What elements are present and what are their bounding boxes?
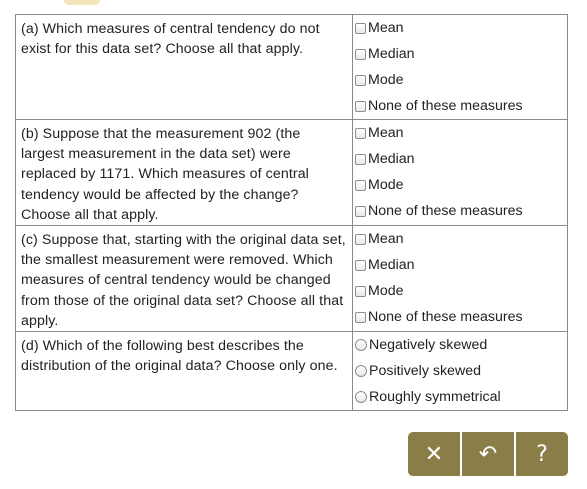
option-d-roughly-symmetrical[interactable]	[355, 384, 567, 410]
option-label: Median	[368, 257, 415, 274]
question-a-options	[353, 15, 568, 120]
checkbox[interactable]	[355, 286, 366, 297]
option-b-none[interactable]	[355, 198, 567, 224]
option-b-mean[interactable]	[355, 120, 567, 146]
option-c-median[interactable]	[355, 252, 567, 278]
option-c-mode[interactable]	[355, 278, 567, 304]
question-row-d	[16, 332, 568, 411]
option-label: Negatively skewed	[369, 337, 488, 354]
option-label: None of these measures	[368, 98, 523, 114]
option-label: Median	[368, 46, 415, 62]
question-d-options	[353, 332, 568, 411]
answer-toolbar	[408, 432, 568, 476]
checkbox[interactable]	[355, 49, 366, 60]
question-d-text: (d) Which of the following best describes the distribution of the original data? Choose only one.	[16, 332, 353, 411]
option-label: Mean	[368, 231, 404, 248]
checkbox[interactable]	[355, 312, 366, 323]
option-d-negatively-skewed[interactable]	[355, 332, 567, 358]
undo-icon[interactable]: ↶	[460, 432, 514, 476]
question-row-a	[16, 15, 568, 120]
option-label: None of these measures	[368, 203, 523, 219]
question-a-text: (a) Which measures of central tendency do not exist for this data set? Choose all that apply.	[16, 15, 353, 120]
option-label: Mode	[368, 283, 404, 300]
question-row-b	[16, 120, 568, 226]
option-a-mean[interactable]	[355, 15, 567, 41]
option-label: Mode	[368, 72, 404, 88]
question-table	[15, 14, 568, 411]
top-tab-decoration	[64, 0, 100, 5]
radio-button[interactable]	[355, 391, 367, 403]
option-label: Mean	[368, 125, 404, 141]
checkbox[interactable]	[355, 260, 366, 271]
option-a-none[interactable]	[355, 93, 567, 119]
checkbox[interactable]	[355, 128, 366, 139]
checkbox[interactable]	[355, 101, 366, 112]
option-label: Positively skewed	[369, 363, 481, 380]
checkbox[interactable]	[355, 154, 366, 165]
question-mark-icon[interactable]: ?	[514, 432, 568, 476]
option-label: Mode	[368, 177, 404, 193]
checkbox[interactable]	[355, 23, 366, 34]
option-b-median[interactable]	[355, 146, 567, 172]
radio-button[interactable]	[355, 339, 367, 351]
checkbox[interactable]	[355, 234, 366, 245]
option-a-mode[interactable]	[355, 67, 567, 93]
checkbox[interactable]	[355, 180, 366, 191]
option-label: Mean	[368, 20, 404, 36]
option-c-mean[interactable]	[355, 226, 567, 252]
option-label: Roughly symmetrical	[369, 389, 501, 406]
x-icon[interactable]: ✕	[424, 441, 444, 467]
option-label: Median	[368, 151, 415, 167]
option-b-mode[interactable]	[355, 172, 567, 198]
option-c-none[interactable]	[355, 304, 567, 330]
checkbox[interactable]	[355, 206, 366, 217]
question-c-options	[353, 226, 568, 332]
question-row-c	[16, 226, 568, 332]
option-label: None of these measures	[368, 309, 523, 326]
question-b-text: (b) Suppose that the measurement 902 (the largest measurement in the data set) were replaced by 1171. Which measures of central tendency would be affected by the change? Choose all that apply.	[16, 120, 353, 226]
question-c-text: (c) Suppose that, starting with the original data set, the smallest measurement were removed. Which measures of central tendency would be changed from those of the original data set? Choose all that apply.	[16, 226, 353, 332]
checkbox[interactable]	[355, 75, 366, 86]
option-d-positively-skewed[interactable]	[355, 358, 567, 384]
radio-button[interactable]	[355, 365, 367, 377]
question-b-options	[353, 120, 568, 226]
option-a-median[interactable]	[355, 41, 567, 67]
